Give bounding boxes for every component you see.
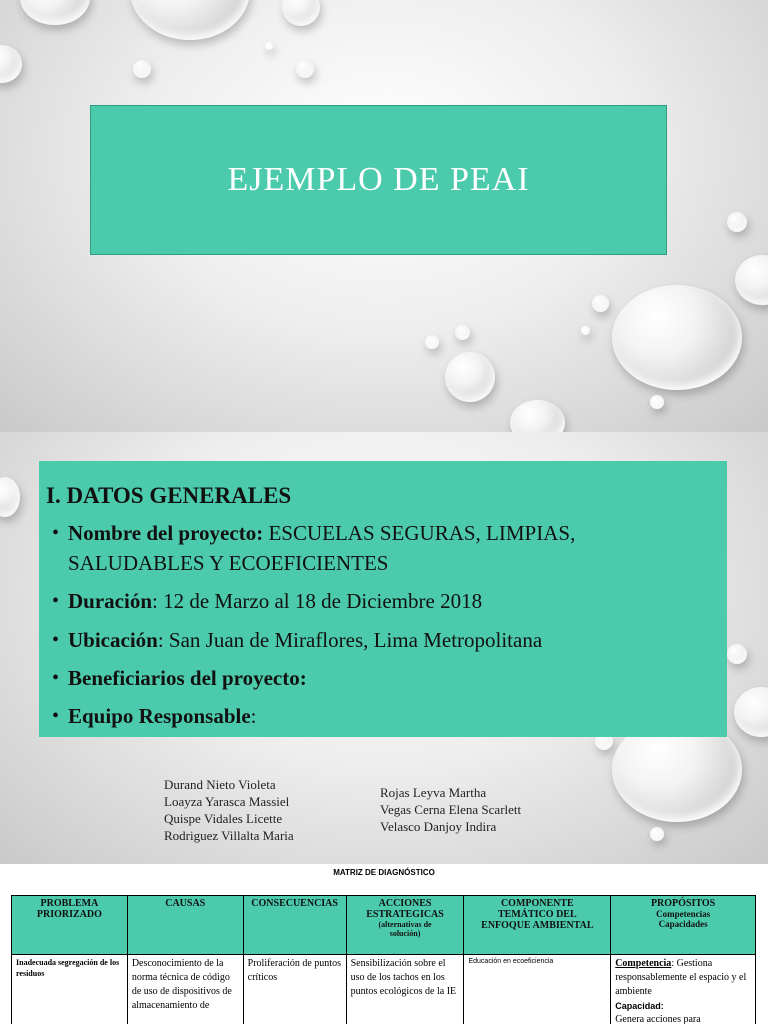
water-drop xyxy=(612,285,742,390)
water-drop xyxy=(581,326,590,335)
header-consecuencias: CONSECUENCIAS xyxy=(243,896,346,955)
water-drop xyxy=(510,400,565,432)
slide-title: EJEMPLO DE PEAI xyxy=(227,161,530,198)
water-drop xyxy=(0,477,20,517)
bullet-item xyxy=(43,585,482,617)
team-member: Rodriguez Villalta Maria xyxy=(164,828,294,843)
water-drop xyxy=(20,0,90,25)
bullet-dot: • xyxy=(51,705,59,727)
bullet-dot: • xyxy=(51,667,59,689)
capacidad-text: Genera acciones para xyxy=(615,1014,701,1024)
team-member: Velasco Danjoy Indira xyxy=(380,819,497,834)
water-drop xyxy=(0,45,22,83)
header-propositos: PROPÓSITOS Competencias Capacidades xyxy=(611,896,756,955)
water-drop xyxy=(130,0,250,40)
cell-problema: Inadecuada segregación de los residuos xyxy=(12,955,128,1024)
bullet-item xyxy=(43,700,257,732)
item-label: Equipo Responsable xyxy=(68,704,251,728)
item-value: ESCUELAS SEGURAS, LIMPIAS, xyxy=(268,521,576,545)
water-drop xyxy=(650,827,664,841)
team-member: Durand Nieto Violeta xyxy=(164,777,276,792)
bullet-dot: • xyxy=(51,522,59,544)
title-box xyxy=(90,105,667,255)
header-causas: CAUSAS xyxy=(127,896,243,955)
cell-causas: Desconocimiento de la norma técnica de código de uso de dispositivos de almacenamiento de xyxy=(127,955,243,1024)
item-value: : San Juan de Miraflores, Lima Metropolitana xyxy=(157,628,543,652)
header-acciones: ACCIONES ESTRATEGICAS (alternativas de solución) xyxy=(346,896,464,955)
bullet-item xyxy=(43,517,575,549)
water-drop xyxy=(592,295,609,312)
water-drop xyxy=(727,212,747,232)
cell-propositos xyxy=(611,955,756,1024)
water-drop xyxy=(445,352,495,402)
header-problema: PROBLEMA PRIORIZADO xyxy=(12,896,128,955)
team-member: Rojas Leyva Martha xyxy=(380,785,487,800)
capacidad-label: Capacidad: xyxy=(615,1001,664,1011)
water-drop xyxy=(282,0,320,26)
item-value: : 12 de Marzo al 18 de Diciembre 2018 xyxy=(152,589,483,613)
team-member: Vegas Cerna Elena Scarlett xyxy=(380,802,522,817)
section-heading: I. DATOS GENERALES xyxy=(46,483,292,508)
water-drop xyxy=(296,60,314,78)
diagnostic-matrix-table xyxy=(11,895,756,1024)
water-drop xyxy=(734,687,768,737)
datos-generales-slide xyxy=(0,432,768,864)
header-componente: COMPONENTE TEMÁTICO DEL ENFOQUE AMBIENTAL xyxy=(464,896,611,955)
item-value: : xyxy=(250,704,257,728)
cell-consecuencias: Proliferación de puntos críticos xyxy=(243,955,346,1024)
competencia-label: Competencia xyxy=(615,958,672,969)
team-member: Loayza Yarasca Massiel xyxy=(164,794,290,809)
bullet-dot: • xyxy=(51,590,59,612)
datos-generales-box xyxy=(39,461,727,737)
item-label: Ubicación xyxy=(68,628,158,652)
table-header-row xyxy=(12,896,756,955)
bullet-dot: • xyxy=(51,629,59,651)
cell-componente: Educación en ecoeficiencia xyxy=(464,955,611,1024)
water-drop xyxy=(735,255,768,305)
water-drop xyxy=(265,42,273,50)
item-value-continued: SALUDABLES Y ECOEFICIENTES xyxy=(68,551,389,575)
water-drop xyxy=(425,335,439,349)
table-row xyxy=(12,955,756,1024)
competencia-text: : Gestiona responsablemente el espacio y el ambiente xyxy=(615,958,747,997)
matrix-page xyxy=(0,864,768,1024)
matrix-title: MATRIZ DE DIAGNÓSTICO xyxy=(333,868,435,877)
bullet-item xyxy=(43,662,307,694)
water-drop xyxy=(455,325,470,340)
cell-acciones: Sensibilización sobre el uso de los tachos en los puntos ecológicos de la IE xyxy=(346,955,464,1024)
water-drop xyxy=(727,644,747,664)
team-member: Quispe Vidales Licette xyxy=(164,811,283,826)
team-list-right xyxy=(380,784,521,835)
item-label: Nombre del proyecto: xyxy=(68,521,264,545)
water-drop xyxy=(650,395,664,409)
bullet-item xyxy=(43,624,542,656)
team-list-left xyxy=(164,776,294,844)
item-label: Duración xyxy=(68,589,152,613)
title-slide xyxy=(0,0,768,432)
item-label: Beneficiarios del proyecto: xyxy=(68,666,307,690)
water-drop xyxy=(133,60,151,78)
